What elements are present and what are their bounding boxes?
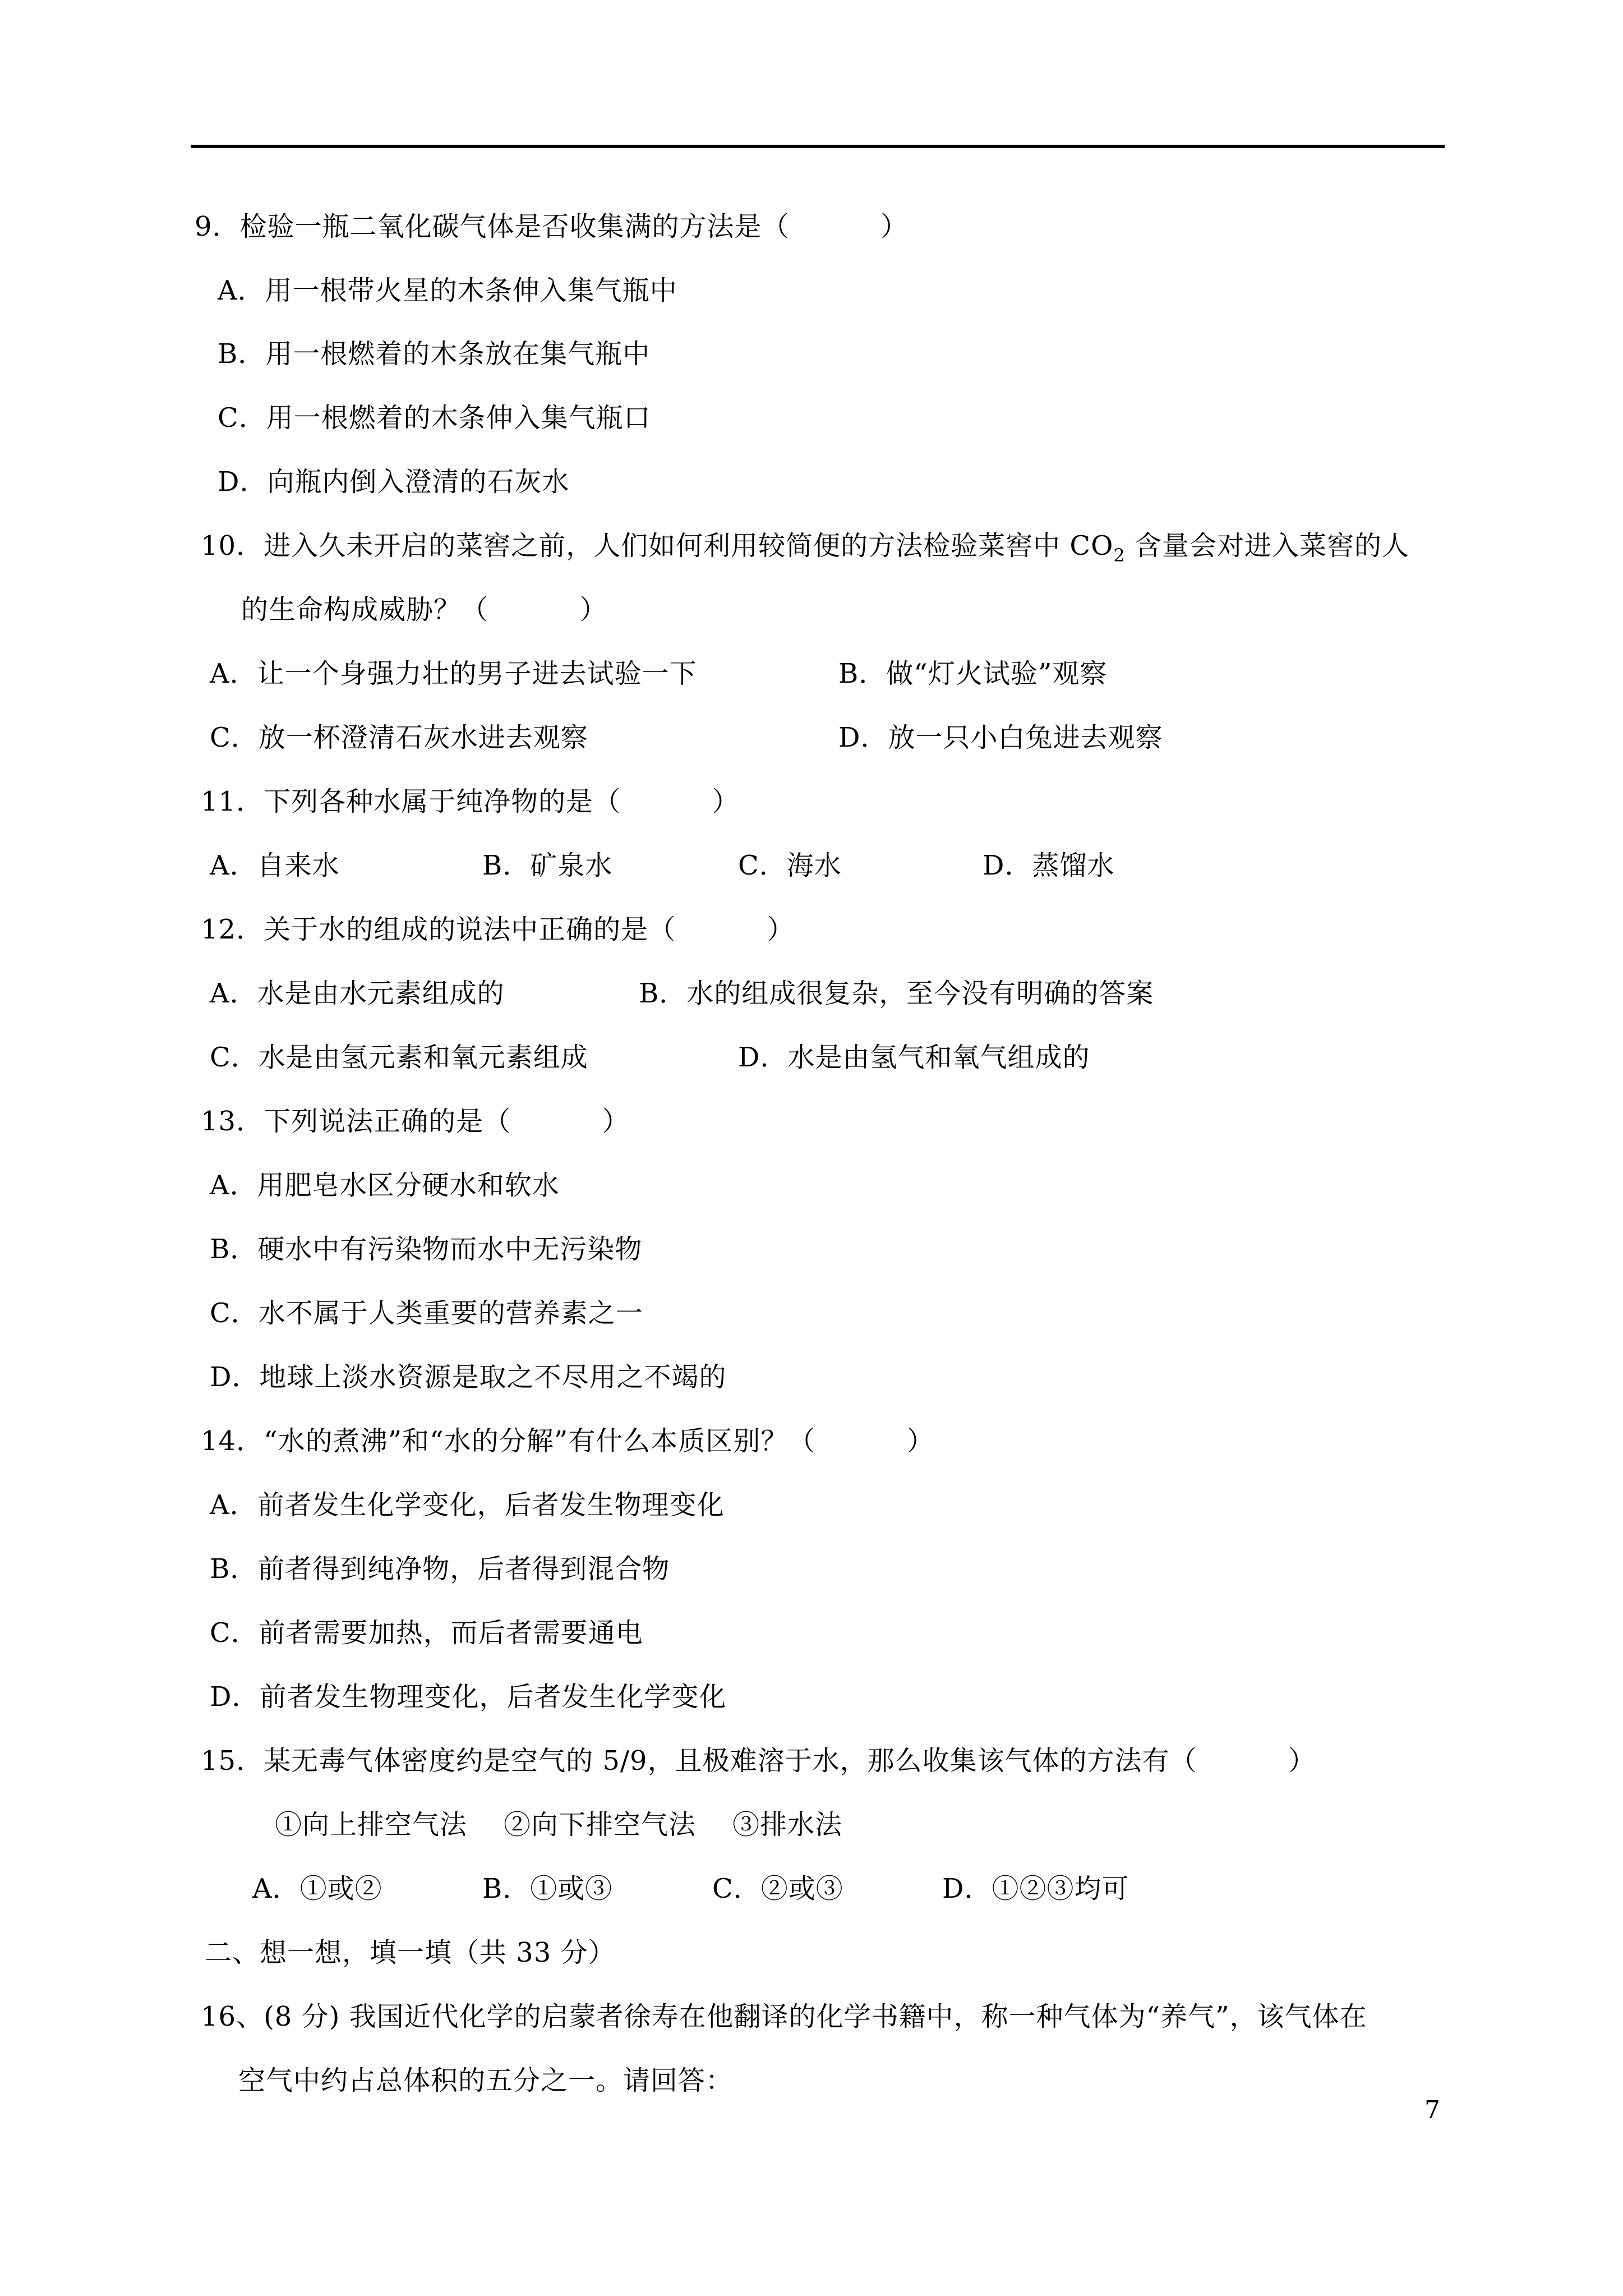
q14-option-c: C．前者需要加热，而后者需要通电 <box>210 1617 643 1649</box>
q10-option-a: A．让一个身强力壮的男子进去试验一下 <box>210 658 697 689</box>
q9-option-b: B．用一根燃着的木条放在集气瓶中 <box>218 338 651 370</box>
q9-stem: 9．检验一瓶二氧化碳气体是否收集满的方法是（ ） <box>195 211 909 242</box>
q13-option-b: B．硬水中有污染物而水中无污染物 <box>210 1234 643 1265</box>
q14-stem: 14．“水的煮沸”和“水的分解”有什么本质区别？（ ） <box>201 1425 934 1457</box>
q10-option-d: D．放一只小白兔进去观察 <box>838 722 1163 753</box>
q10-option-c: C．放一杯澄清石灰水进去观察 <box>210 722 588 753</box>
q12-option-d: D．水是由氢气和氧气组成的 <box>738 1042 1090 1073</box>
q16-stem-line2: 空气中约占总体积的五分之一。请回答： <box>238 2065 734 2096</box>
q11-option-d: D．蒸馏水 <box>983 850 1115 881</box>
q10-stem-after: 含量会对进入菜窖的人 <box>1125 530 1410 562</box>
q11-option-b: B．矿泉水 <box>482 850 613 881</box>
header-rule <box>191 145 1445 148</box>
q14-option-d: D．前者发生物理变化，后者发生化学变化 <box>210 1681 727 1713</box>
q15-option-b: B．①或③ <box>482 1873 613 1904</box>
q15-methods: ①向上排空气法 ②向下排空气法 ③排水法 <box>275 1809 843 1841</box>
q15-option-c: C．②或③ <box>712 1873 843 1904</box>
q14-option-a: A．前者发生化学变化，后者发生物理变化 <box>210 1489 725 1521</box>
q12-option-a: A．水是由水元素组成的 <box>210 978 505 1009</box>
q13-option-d: D．地球上淡水资源是取之不尽用之不竭的 <box>210 1361 727 1393</box>
q13-stem: 13．下列说法正确的是（ ） <box>201 1106 630 1137</box>
q15-option-d: D．①②③均可 <box>942 1873 1129 1904</box>
q12-stem: 12．关于水的组成的说法中正确的是（ ） <box>201 914 795 945</box>
q10-stem-before: 10．进入久未开启的菜窖之前，人们如何利用较简便的方法检验菜窖中 CO <box>201 530 1114 562</box>
q10-option-b: B．做“灯火试验”观察 <box>838 658 1108 689</box>
q9-option-d: D．向瓶内倒入澄清的石灰水 <box>218 466 570 498</box>
q11-option-a: A．自来水 <box>210 850 340 881</box>
q9-option-a: A．用一根带火星的木条伸入集气瓶中 <box>218 275 677 306</box>
q12-option-b: B．水的组成很复杂，至今没有明确的答案 <box>639 978 1154 1009</box>
q15-stem: 15．某无毒气体密度约是空气的 5/9，且极难溶于水，那么收集该气体的方法有（ ） <box>201 1745 1316 1777</box>
q11-stem: 11．下列各种水属于纯净物的是（ ） <box>201 786 740 817</box>
q10-stem-subscript: 2 <box>1113 545 1126 566</box>
q13-option-a: A．用肥皂水区分硬水和软水 <box>210 1170 560 1201</box>
q16-stem-line1: 16、(8 分) 我国近代化学的启蒙者徐寿在他翻译的化学书籍中，称一种气体为“养气”，该气体在 <box>201 2001 1367 2032</box>
section-heading: 二、想一想，填一填（共 33 分） <box>205 1937 616 1968</box>
q9-option-c: C．用一根燃着的木条伸入集气瓶口 <box>218 402 651 434</box>
q12-option-c: C．水是由氢元素和氧元素组成 <box>210 1042 588 1073</box>
q15-option-a: A．①或② <box>252 1873 382 1904</box>
q13-option-c: C．水不属于人类重要的营养素之一 <box>210 1297 643 1329</box>
q11-option-c: C．海水 <box>738 850 842 881</box>
q10-stem <box>201 529 1409 572</box>
page-number: 7 <box>1424 2096 1440 2124</box>
q14-option-b: B．前者得到纯净物，后者得到混合物 <box>210 1553 670 1585</box>
q10-stem-line2: 的生命构成威胁？（ ） <box>241 594 607 625</box>
